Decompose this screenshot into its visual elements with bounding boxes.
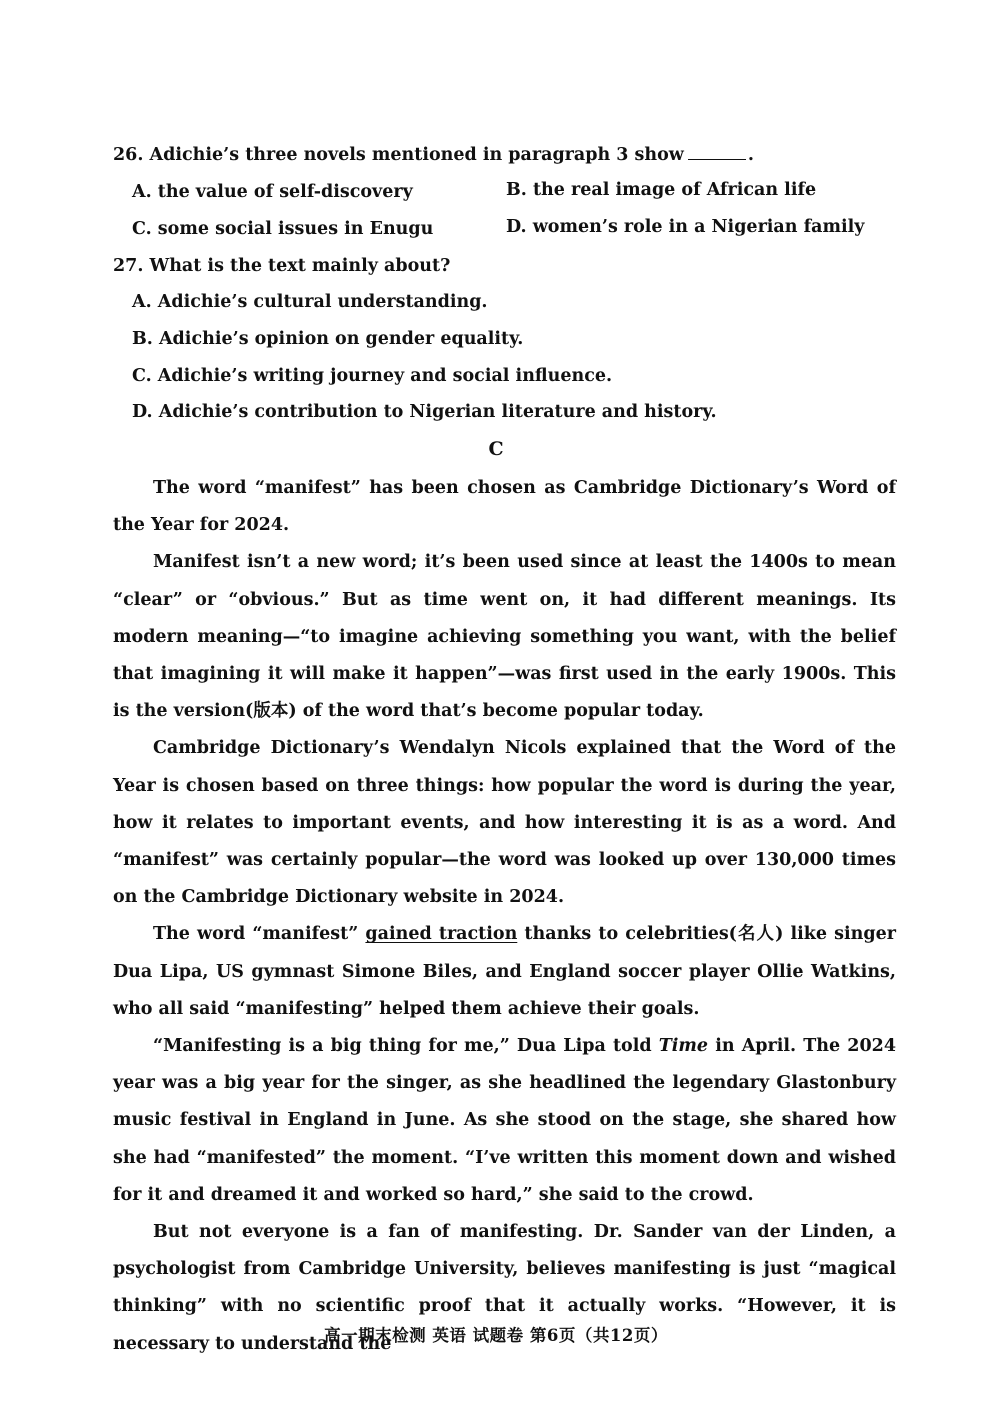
question-27-stem: 27. What is the text mainly about?	[113, 256, 451, 276]
question-27-option-b: B. Adichie’s opinion on gender equality.	[132, 329, 524, 349]
question-26-option-b: B. the real image of African life	[506, 180, 817, 200]
question-26: 26. Adichie’s three novels mentioned in paragraph 3 show .	[113, 145, 754, 165]
passage-paragraph-3: Cambridge Dictionary’s Wendalyn Nicols explained that the Word of the Year is chosen based on three things: how popular the word is during the year, how it relates to important events, and how interesting it is as a word. And “manifest” was certainly popular—the word was looked up over 130,000 times on the Cambridge Dictionary website in 2024.	[113, 738, 896, 908]
question-27-option-c: C. Adichie’s writing journey and social influence.	[132, 366, 613, 386]
question-26-option-a: A. the value of self-discovery	[132, 182, 413, 202]
question-26-option-c: C. some social issues in Enugu	[132, 219, 434, 239]
page-footer: 高一期末检测 英语 试题卷 第6页（共12页）	[324, 1326, 668, 1345]
question-26-stem: 26. Adichie’s three novels mentioned in paragraph 3 show	[113, 145, 684, 165]
passage-paragraph-1: The word “manifest” has been chosen as Cambridge Dictionary’s Word of the Year for 2024.	[113, 478, 896, 536]
section-title: C	[488, 438, 504, 460]
answer-blank	[688, 145, 746, 160]
question-26-option-d: D. women’s role in a Nigerian family	[506, 217, 865, 237]
reading-passage	[113, 470, 896, 1363]
underlined-phrase: gained traction	[365, 924, 518, 945]
passage-paragraph-2: Manifest isn’t a new word; it’s been used since at least the 1400s to mean “clear” or “obvious.” But as time went on, it had different meanings. Its modern meaning—“to imagine achieving something you want, with the belief that imagining it will make it happen”—was first used in the early 1900s. This is the version(版本) of the word that’s become popular today.	[113, 552, 896, 722]
passage-paragraph-6: But not everyone is a fan of manifesting. Dr. Sander van der Linden, a psychologist from Cambridge University, believes manifesting is just “magical thinking” with no scientific proof that it actually works. “However, it is necessary to understand the	[113, 1222, 896, 1354]
italic-title: Time	[658, 1036, 709, 1057]
question-27-option-a: A. Adichie’s cultural understanding.	[132, 292, 488, 312]
passage-paragraph-5: “Manifesting is a big thing for me,” Dua Lipa told Time in April. The 2024 year was a big year for the singer, as she headlined the legendary Glastonbury music festival in England in June. As she stood on the stage, she shared how she had “manifested” the moment. “I’ve written this moment down and wished for it and dreamed it and worked so hard,” she said to the crowd.	[113, 1036, 897, 1205]
question-27-option-d: D. Adichie’s contribution to Nigerian literature and history.	[132, 402, 717, 422]
passage-paragraph-4: The word “manifest” gained traction thanks to celebrities(名人) like singer Dua Lipa, US gymnast Simone Biles, and England soccer player Ollie Watkins, who all said “manifesting” helped them achieve their goals.	[113, 924, 896, 1019]
